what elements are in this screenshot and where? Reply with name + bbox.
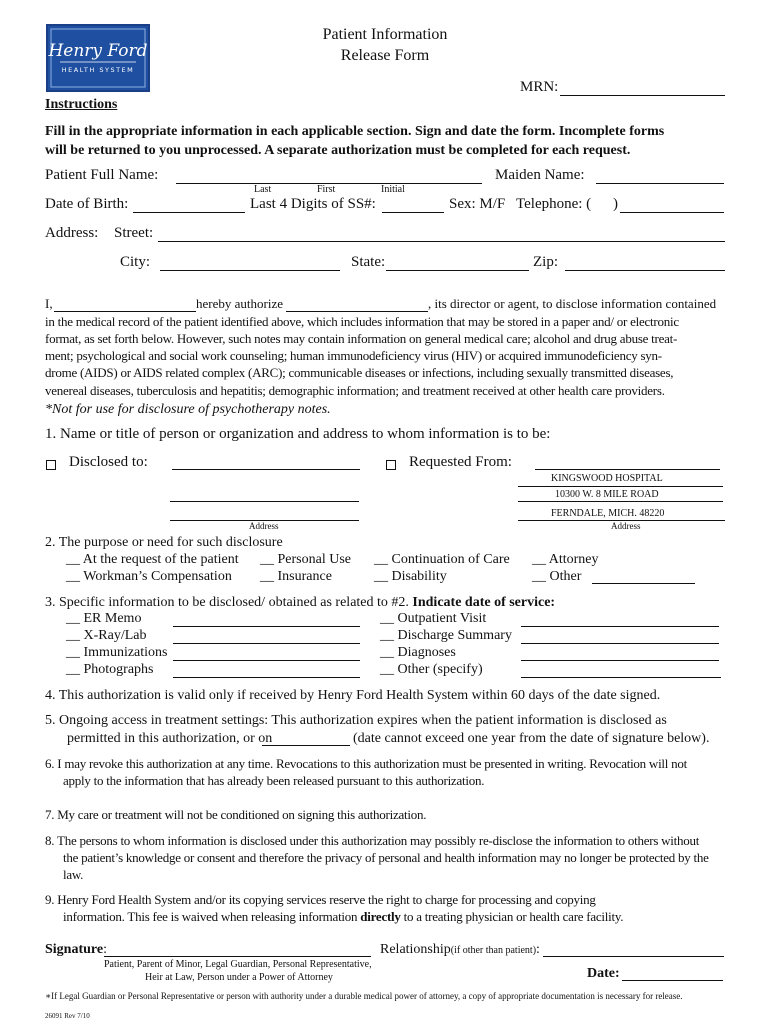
section2-heading: 2. The purpose or need for such disclosure: [45, 535, 283, 550]
auth-line4: ment; psychological and social work counseling; human immunodeficiency virus (HIV) or acquired immunodeficiency syn-: [45, 348, 662, 363]
info-er-memo[interactable]: __ ER Memo: [66, 611, 142, 626]
info-other-specify[interactable]: __ Other (specify): [380, 662, 483, 677]
telephone-field[interactable]: [620, 212, 724, 213]
instructions-line1: Fill in the appropriate information in each applicable section. Sign and date the form. Incomplete forms: [45, 124, 665, 139]
maiden-name-label: Maiden Name:: [495, 167, 585, 183]
term-5-line2: permitted in this authorization, or on: [67, 731, 273, 746]
info-outpatient-visit[interactable]: __ Outpatient Visit: [380, 611, 487, 626]
term-9-bold: directly: [360, 909, 401, 924]
term-9-post: to a treating physician or health care facility.: [400, 909, 624, 924]
section3-heading-text: 3. Specific information to be disclosed/ obtained as related to #2.: [45, 595, 413, 610]
svg-text:Henry Ford: Henry Ford: [48, 41, 148, 61]
info-discharge-summary-field[interactable]: [521, 643, 719, 644]
date-label: [587, 966, 620, 982]
sex-label[interactable]: Sex: M/F: [449, 196, 506, 212]
disclosed-to-address-field-1[interactable]: [170, 501, 359, 502]
requested-from-label: Requested From:: [409, 454, 512, 470]
purpose-attorney[interactable]: __ Attorney: [532, 552, 599, 567]
purpose-request-of-patient[interactable]: __ At the request of the patient: [66, 552, 239, 567]
zip-label: Zip:: [533, 254, 558, 270]
date-field[interactable]: [622, 980, 723, 981]
purpose-workmans-compensation[interactable]: __ Workman’s Compensation: [66, 569, 232, 584]
state-label: State:: [351, 254, 386, 270]
telephone-label: Telephone: (: [516, 196, 592, 212]
city-label: City:: [120, 254, 151, 270]
info-diagnoses[interactable]: __ Diagnoses: [380, 645, 456, 660]
auth-line6: venereal diseases, tuberculosis and hepatitis; demographic information; and treatment received at other health care providers.: [45, 383, 665, 398]
requested-from-checkbox[interactable]: [386, 460, 396, 470]
disclosed-to-address-caption: Address: [249, 521, 279, 531]
signature-caption-line2: Heir at Law, Person under a Power of Attorney: [145, 972, 333, 983]
auth-hereby-label: hereby authorize: [196, 296, 283, 311]
term-5-line3: (date cannot exceed one year from the date of signature below).: [353, 731, 710, 746]
sublabel-first: First: [317, 184, 336, 195]
form-title-line1: Patient Information: [322, 26, 448, 43]
purpose-disability[interactable]: __ Disability: [374, 569, 447, 584]
disclosed-to-label: Disclosed to:: [69, 454, 148, 470]
term-6-line2: apply to the information that has already been released pursuant to this authorization.: [63, 773, 485, 788]
term-8-line1: 8. The persons to whom information is disclosed under this authorization may possibly re-disclose the information to others without: [45, 833, 700, 848]
sublabel-last: Last: [254, 184, 272, 195]
instructions-line2: will be returned to you unprocessed. A separate authorization must be completed for each request.: [45, 143, 631, 158]
signature-label: [45, 942, 107, 958]
info-xray-lab-field[interactable]: [173, 643, 360, 644]
info-discharge-summary[interactable]: __ Discharge Summary: [380, 628, 512, 643]
purpose-other-field[interactable]: [592, 583, 695, 584]
maiden-name-field[interactable]: [596, 183, 724, 184]
section3-heading-bold: Indicate date of service:: [412, 595, 556, 610]
auth-line3: format, as set forth below. However, such notes may contain information on general medical care; alcohol and drug abuse treat-: [45, 331, 678, 346]
address-label: Address:: [45, 225, 99, 241]
info-diagnoses-field[interactable]: [521, 660, 719, 661]
relationship-note: (if other than patient): [450, 945, 537, 956]
auth-i-label: I,: [45, 296, 53, 311]
term-9-line2: [63, 909, 623, 925]
term-5-line1: 5. Ongoing access in treatment settings: This authorization expires when the patient information is disclosed as: [45, 713, 667, 728]
state-field[interactable]: [386, 270, 529, 271]
auth-name-field[interactable]: [54, 311, 196, 312]
info-other-specify-field[interactable]: [521, 677, 721, 678]
term-9-line1: 9. Henry Ford Health System and/or its copying services reserve the right to charge for processing and copying: [45, 892, 596, 907]
hospital-street: 10300 W. 8 MILE ROAD: [555, 489, 659, 500]
auth-line1-rest: , its director or agent, to disclose information contained: [428, 296, 717, 311]
info-er-memo-field[interactable]: [173, 626, 360, 627]
term-7: 7. My care or treatment will not be conditioned on signing this authorization.: [45, 807, 427, 822]
info-photographs[interactable]: __ Photographs: [66, 662, 154, 677]
section3-heading: [45, 595, 555, 611]
ssn-label: Last 4 Digits of SS#:: [250, 196, 376, 212]
auth-line5: drome (AIDS) or AIDS related complex (ARC); communicable diseases or infections, including sexually transmitted diseases,: [45, 365, 674, 380]
requested-from-name-field[interactable]: [535, 469, 720, 470]
relationship-label-text: Relationship: [380, 942, 451, 957]
city-field[interactable]: [160, 270, 340, 271]
dob-field[interactable]: [133, 212, 245, 213]
zip-field[interactable]: [565, 270, 725, 271]
footnote: ∗If Legal Guardian or Personal Representative or person with authority under a durable medical power of attorney, a copy of appropriate documentation is necessary for release.: [45, 991, 683, 1001]
term-4: 4. This authorization is valid only if received by Henry Ford Health System within 60 days of the date signed.: [45, 688, 661, 703]
signature-caption-line1: Patient, Parent of Minor, Legal Guardian, Personal Representative,: [104, 959, 372, 970]
relationship-field[interactable]: [543, 956, 724, 957]
telephone-close: ): [613, 196, 618, 212]
term-9-pre: information. This fee is waived when releasing information: [63, 909, 361, 924]
purpose-insurance[interactable]: __ Insurance: [260, 569, 332, 584]
auth-line2: in the medical record of the patient identified above, which includes information that may be stored in a paper and/ or electronic: [45, 314, 679, 329]
patient-full-name-label: Patient Full Name:: [45, 167, 159, 183]
form-title-line2: Release Form: [340, 47, 430, 64]
ssn-field[interactable]: [382, 212, 444, 213]
info-immunizations-field[interactable]: [173, 660, 360, 661]
purpose-continuation-of-care[interactable]: __ Continuation of Care: [374, 552, 510, 567]
term-8-line3: law.: [63, 867, 84, 882]
signature-label-colon: :: [103, 942, 107, 957]
street-field[interactable]: [158, 241, 725, 242]
signature-field[interactable]: [104, 956, 371, 957]
term-6-line1: 6. I may revoke this authorization at any time. Revocations to this authorization must be presented in writing. Revocation will not: [45, 756, 688, 771]
form-code: 26091 Rev 7/10: [45, 1012, 90, 1020]
signature-label-bold: Signature: [45, 942, 104, 957]
hospital-street-line: [518, 501, 723, 502]
mrn-field[interactable]: [560, 95, 725, 96]
dob-label: Date of Birth:: [45, 196, 129, 212]
disclosed-to-checkbox[interactable]: [46, 460, 56, 470]
street-label: Street:: [114, 225, 154, 241]
term-8-line2: the patient’s knowledge or consent and therefore the privacy of personal and health information may no longer be protected by the: [63, 850, 709, 865]
info-photographs-field[interactable]: [173, 677, 360, 678]
hospital-city: FERNDALE, MICH. 48220: [551, 508, 665, 519]
sublabel-initial: Initial: [381, 184, 405, 195]
hospital-name: KINGSWOOD HOSPITAL: [551, 473, 663, 484]
expiration-date-field[interactable]: [262, 745, 350, 746]
instructions-heading: Instructions: [45, 97, 118, 112]
info-xray-lab[interactable]: __ X-Ray/Lab: [66, 628, 147, 643]
auth-organization-field[interactable]: [286, 311, 428, 312]
mrn-label: MRN:: [520, 79, 559, 95]
section1-heading: 1. Name or title of person or organization and address to whom information is to be:: [45, 426, 551, 442]
purpose-other[interactable]: __ Other: [532, 569, 582, 584]
purpose-personal-use[interactable]: __ Personal Use: [260, 552, 351, 567]
date-label-colon: :: [615, 966, 620, 981]
info-immunizations[interactable]: __ Immunizations: [66, 645, 168, 660]
info-outpatient-visit-field[interactable]: [521, 626, 719, 627]
hospital-name-line: [518, 486, 723, 487]
date-label-text: Date: [587, 966, 615, 981]
disclosed-to-name-field[interactable]: [172, 469, 360, 470]
requested-from-address-caption: Address: [611, 521, 641, 531]
psychotherapy-note: *Not for use for disclosure of psychotherapy notes.: [45, 402, 331, 417]
relationship-label: [380, 942, 540, 958]
svg-text:HEALTH SYSTEM: HEALTH SYSTEM: [61, 66, 135, 74]
relationship-colon: :: [536, 942, 540, 957]
